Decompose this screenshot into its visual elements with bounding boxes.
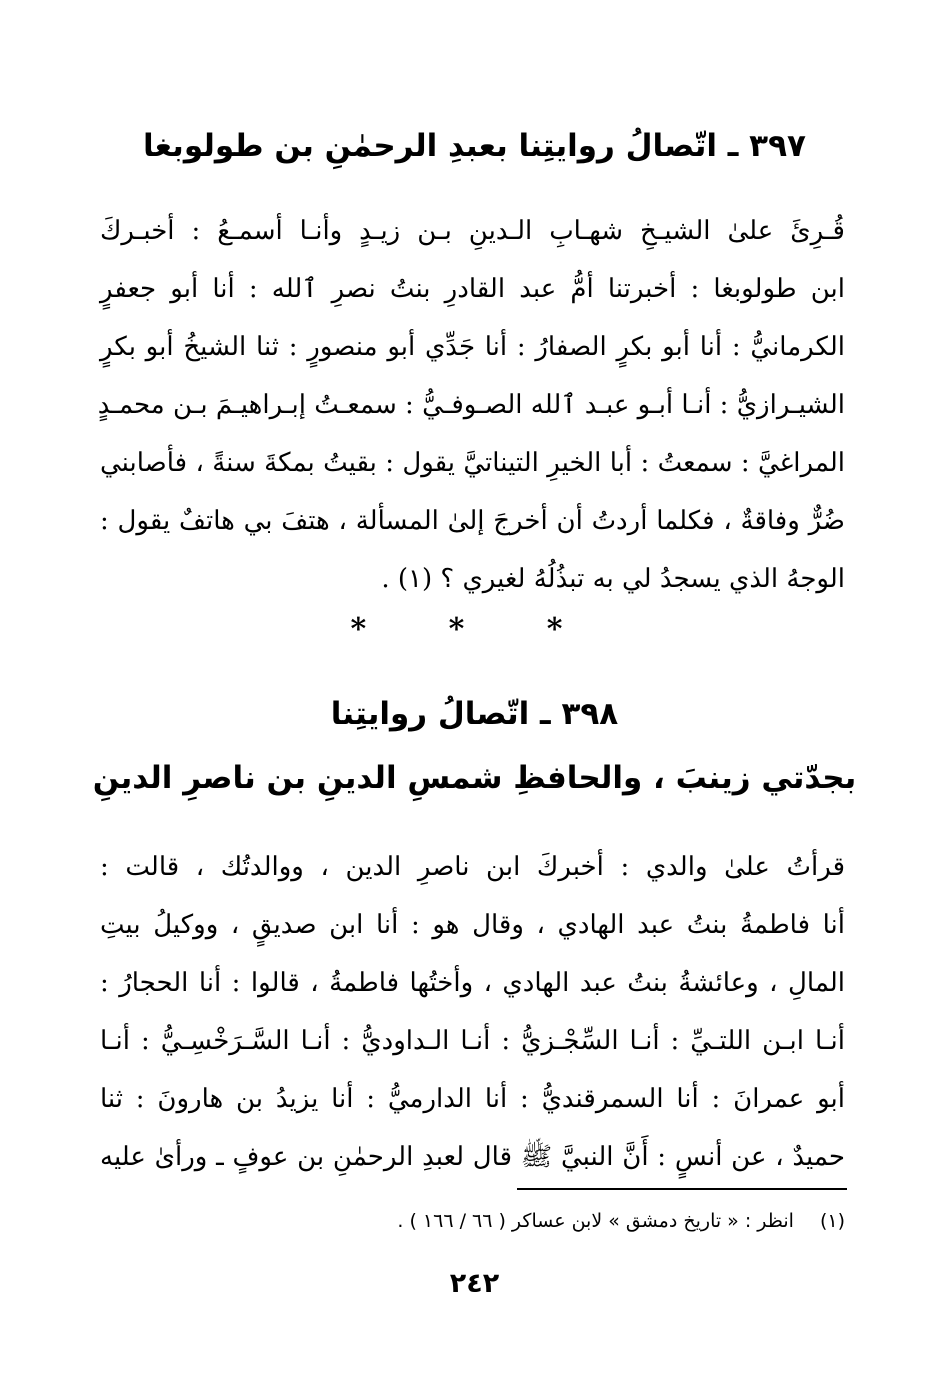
section-398-heading-line2: بجدّتي زينبَ ، والحافظِ شمسِ الدينِ بن ناصرِ الدينِ xyxy=(92,760,857,796)
section-397-body xyxy=(97,202,845,608)
text-line: أنا فاطمةُ بنتُ عبد الهادي ، وقال هو : أنا ابن صديقٍ ، ووكيلُ بيتِ xyxy=(100,910,845,940)
text-line: الشيـرازيُّ : أنـا أبـو عبـد ٱلله الصـوفـيُّ : سمعـتُ إبـراهيـمَ بـن محمـدٍ xyxy=(97,390,845,420)
text-line: الكرمانيُّ : أنا أبو بكرٍ الصفارُ : أنا جَدِّي أبو منصورٍ : ثنا الشيخُ أبو بكرٍ xyxy=(100,332,845,362)
section-398-heading-line1: ٣٩٨ ـ اتّصالُ روايتِنا xyxy=(330,696,619,732)
footnote-divider xyxy=(517,1188,847,1190)
text-line: المراغيَّ : سمعتُ : أبا الخيرِ التيناتيَّ يقول : بقيتُ بمكةَ سنةً ، فأصابني xyxy=(100,448,845,478)
section-separator: * * * xyxy=(350,612,599,647)
footnote xyxy=(200,1210,845,1232)
text-line: الوجهُ الذي يسجدُ لي به تبذُلُهُ لغيري ؟ (١) . xyxy=(381,564,845,594)
footnote-number: (١) xyxy=(819,1210,845,1232)
text-line: ضُرٌّ وفاقةٌ ، فكلما أردتُ أن أخرجَ إلىٰ المسألة ، هتفَ بي هاتفٌ يقول : xyxy=(100,506,845,536)
text-line: ابن طولوبغا : أخبرتنا أمُّ عبد القادرِ بنتُ نصرِ ٱلله : أنا أبو جعفرٍ xyxy=(100,274,845,304)
text-line: قُـرِئَ علىٰ الشيـخِ شهـابِ الـدينِ بـن زيـدٍ وأنـا أسمـعُ : أخبـركَ xyxy=(100,216,845,246)
footnote-text: انظر : « تاريخ دمشق » لابن عساكر ( ٦٦ / ١٦٦ ) . xyxy=(397,1210,794,1232)
section-397-heading: ٣٩٧ ـ اتّصالُ روايتِنا بعبدِ الرحمٰنِ بن طولوبغا xyxy=(143,128,806,164)
text-line: أبو عمرانَ : أنا السمرقنديُّ : أنا الدارميُّ : أنا يزيدُ بن هارونَ : ثنا xyxy=(100,1084,845,1114)
text-line: قرأتُ علىٰ والدي : أخبركَ ابن ناصرِ الدين ، ووالدتُك ، قالت : xyxy=(100,852,845,882)
page-number: ٢٤٢ xyxy=(449,1268,500,1299)
section-398-body xyxy=(100,838,845,1186)
text-line: المالِ ، وعائشةُ بنتُ عبد الهادي ، وأختُها فاطمةُ ، قالوا : أنا الحجارُ : xyxy=(100,968,845,998)
text-line: أنـا ابـن اللتـيِّ : أنـا السِّجْـزيُّ : أنـا الـداوديُّ : أنـا السَّـرَخْسِـيُّ : أنـا xyxy=(100,1026,845,1056)
text-line: حميدٌ ، عن أنسٍ : أَنَّ النبيَّ ﷺ قال لعبدِ الرحمٰنِ بن عوفٍ ـ ورأىٰ عليه xyxy=(100,1142,845,1172)
